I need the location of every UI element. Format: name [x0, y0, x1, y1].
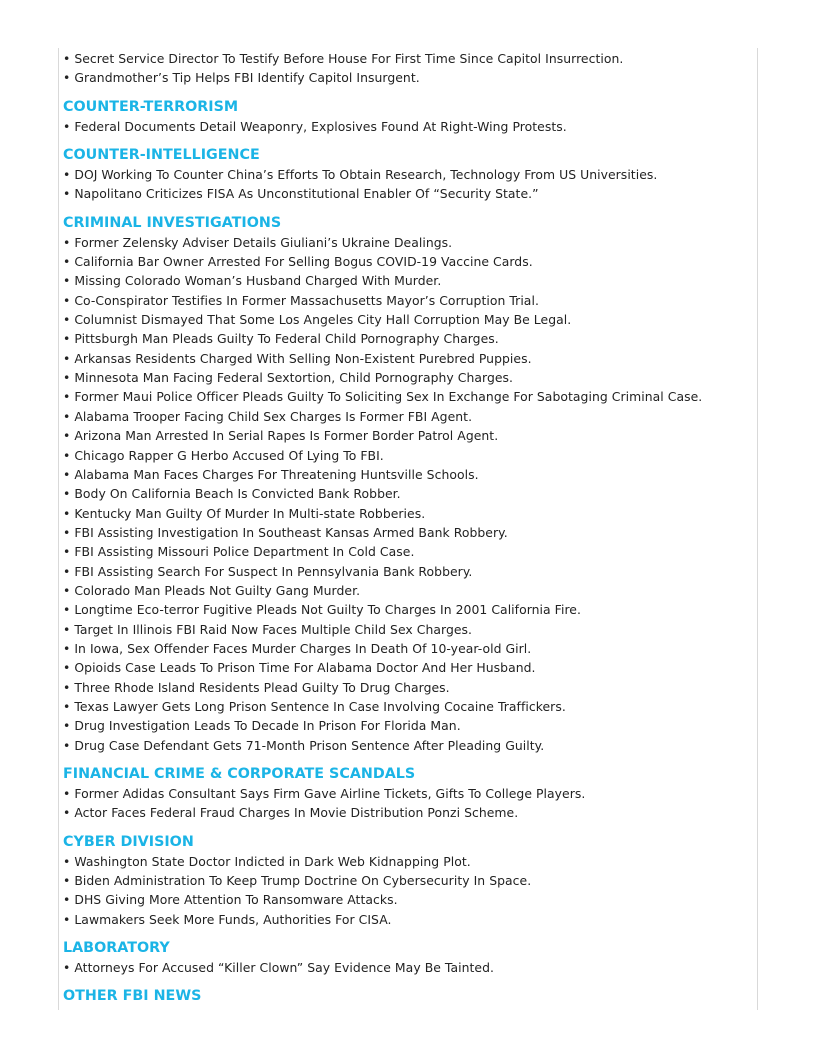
news-item[interactable]: • Former Maui Police Officer Pleads Guilty To Soliciting Sex In Exchange For Sabotaging Criminal Case.	[63, 389, 703, 405]
news-item[interactable]: • Alabama Trooper Facing Child Sex Charges Is Former FBI Agent.	[63, 408, 473, 424]
news-item[interactable]: • Columnist Dismayed That Some Los Angeles City Hall Corruption May Be Legal.	[63, 312, 572, 328]
news-item[interactable]: • Missing Colorado Woman’s Husband Charged With Murder.	[63, 273, 442, 289]
news-item[interactable]: • Lawmakers Seek More Funds, Authorities For CISA.	[63, 911, 392, 927]
news-item[interactable]: • DHS Giving More Attention To Ransomware Attacks.	[63, 892, 398, 908]
news-item[interactable]: • Federal Documents Detail Weaponry, Explosives Found At Right-Wing Protests.	[63, 118, 567, 134]
news-item[interactable]: • Pittsburgh Man Pleads Guilty To Federal Child Pornography Charges.	[63, 331, 499, 347]
news-item[interactable]: • FBI Assisting Missouri Police Department In Cold Case.	[63, 544, 415, 560]
news-item[interactable]: • Target In Illinois FBI Raid Now Faces Multiple Child Sex Charges.	[63, 621, 473, 637]
news-item[interactable]: • Kentucky Man Guilty Of Murder In Multi-state Robberies.	[63, 505, 426, 521]
news-item[interactable]: • Opioids Case Leads To Prison Time For Alabama Doctor And Her Husband.	[63, 660, 536, 676]
news-item[interactable]: • Arizona Man Arrested In Serial Rapes Is Former Border Patrol Agent.	[63, 428, 499, 444]
news-item[interactable]: • Drug Case Defendant Gets 71-Month Prison Sentence After Pleading Guilty.	[63, 737, 545, 753]
news-item[interactable]: • Napolitano Criticizes FISA As Unconstitutional Enabler Of “Security State.”	[63, 186, 539, 202]
section-heading: FINANCIAL CRIME & CORPORATE SCANDALS	[63, 766, 416, 782]
news-item[interactable]: • California Bar Owner Arrested For Selling Bogus COVID-19 Vaccine Cards.	[63, 254, 533, 270]
section-heading: COUNTER-TERRORISM	[63, 98, 239, 115]
news-item[interactable]: • Colorado Man Pleads Not Guilty Gang Murder.	[63, 582, 361, 598]
news-item[interactable]: • Washington State Doctor Indicted in Dark Web Kidnapping Plot.	[63, 853, 471, 869]
news-item[interactable]: • Former Adidas Consultant Says Firm Gave Airline Tickets, Gifts To College Players.	[63, 786, 586, 801]
news-item[interactable]: • Chicago Rapper G Herbo Accused Of Lying To FBI.	[63, 447, 384, 463]
news-item[interactable]: • Co-Conspirator Testifies In Former Massachusetts Mayor’s Corruption Trial.	[63, 292, 539, 308]
news-item[interactable]: • FBI Assisting Search For Suspect In Pennsylvania Bank Robbery.	[63, 563, 473, 579]
news-item[interactable]: • In Iowa, Sex Offender Faces Murder Charges In Death Of 10-year-old Girl.	[63, 640, 532, 656]
news-item[interactable]: • Secret Service Director To Testify Before House For First Time Since Capitol Insurrection.	[63, 51, 624, 66]
section-heading: LABORATORY	[63, 940, 170, 957]
news-item[interactable]: • Drug Investigation Leads To Decade In Prison For Florida Man.	[63, 718, 461, 734]
news-digest	[63, 49, 763, 1006]
news-item[interactable]: • Attorneys For Accused “Killer Clown” Say Evidence May Be Tainted.	[63, 960, 494, 976]
news-item[interactable]: • Former Zelensky Adviser Details Giuliani’s Ukraine Dealings.	[63, 234, 453, 250]
section-heading: CRIMINAL INVESTIGATIONS	[63, 214, 282, 231]
news-item[interactable]: • Minnesota Man Facing Federal Sextortion, Child Pornography Charges.	[63, 370, 514, 386]
news-item[interactable]: • Alabama Man Faces Charges For Threatening Huntsville Schools.	[63, 466, 479, 482]
news-item[interactable]: • Actor Faces Federal Fraud Charges In Movie Distribution Ponzi Scheme.	[63, 805, 519, 821]
news-item[interactable]: • Texas Lawyer Gets Long Prison Sentence In Case Involving Cocaine Traffickers.	[63, 698, 566, 714]
news-item[interactable]: • Three Rhode Island Residents Plead Guilty To Drug Charges.	[63, 679, 450, 695]
news-item[interactable]: • Grandmother’s Tip Helps FBI Identify Capitol Insurgent.	[63, 70, 420, 86]
section-heading: OTHER FBI NEWS	[63, 988, 202, 1005]
section-heading: COUNTER-INTELLIGENCE	[63, 147, 260, 164]
news-item[interactable]: • DOJ Working To Counter China’s Efforts To Obtain Research, Technology From US Universities.	[63, 167, 658, 183]
news-item[interactable]: • Body On California Beach Is Convicted Bank Robber.	[63, 486, 401, 502]
news-item[interactable]: • Longtime Eco-terror Fugitive Pleads Not Guilty To Charges In 2001 California Fire.	[63, 602, 581, 618]
news-item[interactable]: • Biden Administration To Keep Trump Doctrine On Cybersecurity In Space.	[63, 873, 532, 889]
news-item[interactable]: • Arkansas Residents Charged With Selling Non-Existent Purebred Puppies.	[63, 350, 532, 366]
section-heading: CYBER DIVISION	[63, 833, 194, 850]
news-item[interactable]: • FBI Assisting Investigation In Southeast Kansas Armed Bank Robbery.	[63, 524, 508, 540]
